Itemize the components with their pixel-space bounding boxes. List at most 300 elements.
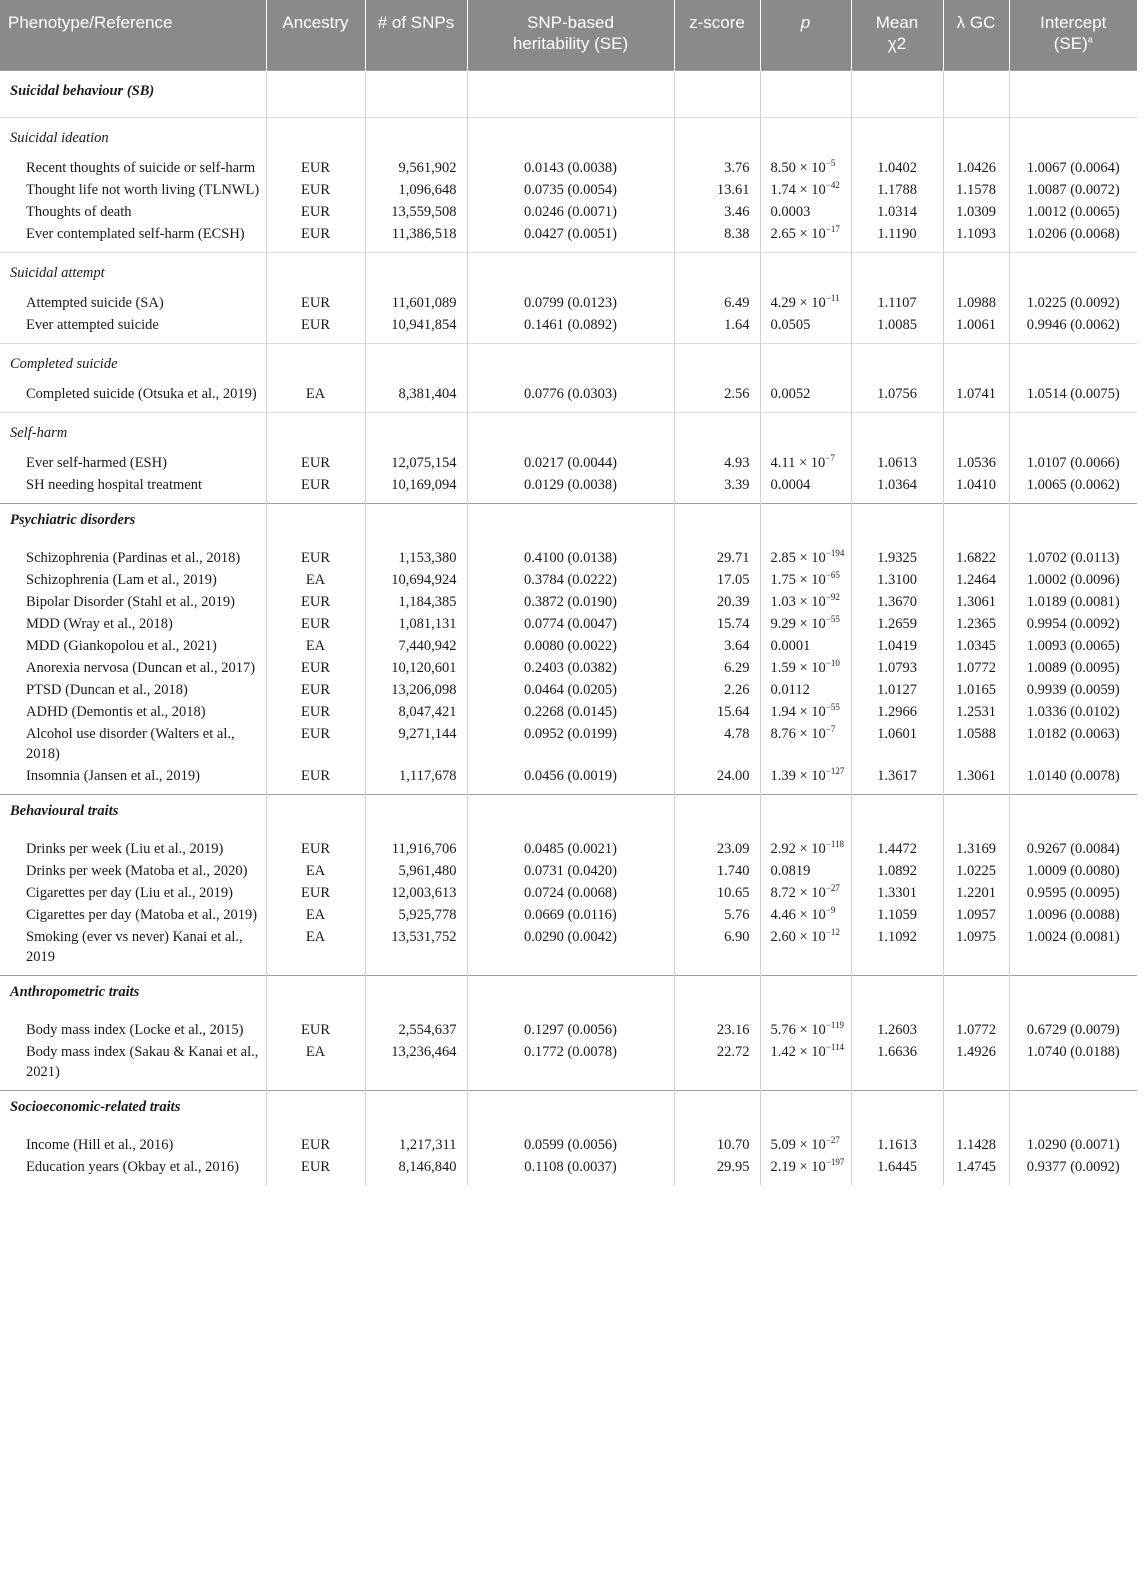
lambda-gc-cell: 1.1428 [943,1133,1009,1155]
p-exponent: −9 [825,904,836,915]
mean-chi2-cell: 1.0085 [851,313,943,344]
heritability-cell: 0.0952 (0.0199) [467,722,674,764]
p-cell [760,612,851,634]
zscore-cell: 3.76 [674,156,760,178]
snps-cell: 5,925,778 [365,903,467,925]
empty-cell [467,70,674,117]
zscore-cell: 10.65 [674,881,760,903]
table-row [0,678,1137,700]
heritability-cell: 0.3872 (0.0190) [467,590,674,612]
snps-cell: 1,217,311 [365,1133,467,1155]
empty-cell [365,1090,467,1133]
mean-chi2-cell: 1.3301 [851,881,943,903]
snps-cell: 5,961,480 [365,859,467,881]
section-row [0,1090,1137,1133]
phenotype-cell: Schizophrenia (Pardinas et al., 2018) [0,546,266,568]
snps-cell: 9,271,144 [365,722,467,764]
p-value: 2.92 × 10 [770,840,826,857]
p-exponent: −194 [825,547,845,558]
intercept-cell: 1.0002 (0.0096) [1026,571,1120,588]
intercept-cell: 1.0336 (0.0102) [1026,703,1120,720]
table-row [0,200,1137,222]
snps-cell: 11,601,089 [365,291,467,313]
phenotype-cell: Thought life not worth living (TLNWL) [0,178,266,200]
heritability-cell: 0.0599 (0.0056) [467,1133,674,1155]
ancestry-cell: EUR [266,1018,365,1040]
intercept-cell: 1.0067 (0.0064) [1026,159,1120,176]
phenotype-cell: SH needing hospital treatment [0,473,266,504]
heritability-cell: 0.0129 (0.0038) [467,473,674,504]
ancestry-cell: EUR [266,156,365,178]
snps-cell: 10,941,854 [365,313,467,344]
lambda-gc-cell: 1.2531 [943,700,1009,722]
section-title: Socioeconomic-related traits [0,1090,266,1133]
empty-cell [1009,252,1137,291]
snps-cell: 1,184,385 [365,590,467,612]
intercept-cell: 0.9946 (0.0062) [1026,316,1120,333]
empty-cell [365,412,467,451]
p-cell [760,634,851,656]
mean-chi2-cell: 1.9325 [851,546,943,568]
mean-chi2-cell: 1.1107 [851,291,943,313]
snps-cell: 12,003,613 [365,881,467,903]
empty-cell [1009,503,1137,546]
mean-chi2-cell: 1.0419 [851,634,943,656]
header-mean-chi2-line2: χ2 [887,34,907,53]
ancestry-cell: EA [266,634,365,656]
empty-cell [467,503,674,546]
section-title: Suicidal attempt [0,252,266,291]
p-value: 5.76 × 10 [770,1021,826,1038]
empty-cell [760,503,851,546]
empty-cell [674,343,760,382]
p-value: 1.39 × 10 [770,767,826,784]
zscore-cell: 3.39 [674,473,760,504]
p-cell [760,678,851,700]
zscore-cell: 6.29 [674,656,760,678]
snps-cell: 1,153,380 [365,546,467,568]
empty-cell [467,975,674,1018]
table-row [0,1018,1137,1040]
empty-cell [674,503,760,546]
mean-chi2-cell: 1.2659 [851,612,943,634]
zscore-cell: 1.740 [674,859,760,881]
section-row [0,412,1137,451]
mean-chi2-cell: 1.0402 [851,156,943,178]
snps-cell: 1,096,648 [365,178,467,200]
mean-chi2-cell: 1.4472 [851,837,943,859]
empty-cell [943,412,1009,451]
p-cell [760,837,851,859]
table-row [0,764,1137,795]
zscore-cell: 2.56 [674,382,760,413]
empty-cell [943,70,1009,117]
p-exponent: −65 [825,569,840,580]
ancestry-cell: EUR [266,764,365,795]
p-value: 8.50 × 10 [770,159,826,176]
heritability-cell: 0.0799 (0.0123) [467,291,674,313]
empty-cell [467,343,674,382]
p-exponent: −7 [825,723,836,734]
ancestry-cell: EUR [266,612,365,634]
phenotype-cell: Cigarettes per day (Liu et al., 2019) [0,881,266,903]
mean-chi2-cell: 1.0793 [851,656,943,678]
p-value: 8.72 × 10 [770,884,826,901]
ancestry-cell: EUR [266,656,365,678]
p-value: 4.29 × 10 [770,294,826,311]
empty-cell [760,70,851,117]
header-zscore: z-score [674,0,760,70]
ancestry-cell: EUR [266,678,365,700]
table-row [0,473,1137,504]
p-value: 1.42 × 10 [770,1043,826,1060]
p-value: 4.46 × 10 [770,906,826,923]
heritability-cell: 0.0735 (0.0054) [467,178,674,200]
p-cell [760,764,851,795]
empty-cell [760,117,851,156]
section-title: Behavioural traits [0,794,266,837]
heritability-cell: 0.0464 (0.0205) [467,678,674,700]
header-intercept [1009,0,1137,70]
section-row [0,975,1137,1018]
header-ancestry: Ancestry [266,0,365,70]
empty-cell [674,117,760,156]
heritability-cell: 0.3784 (0.0222) [467,568,674,590]
p-cell [760,291,851,313]
empty-cell [674,794,760,837]
p-exponent: −92 [825,591,840,602]
lambda-gc-cell: 1.0426 [943,156,1009,178]
heritability-cell: 0.0485 (0.0021) [467,837,674,859]
zscore-cell: 20.39 [674,590,760,612]
p-exponent: −7 [825,452,835,463]
phenotype-cell: Cigarettes per day (Matoba et al., 2019) [0,903,266,925]
ancestry-cell: EUR [266,1155,365,1185]
zscore-cell: 6.49 [674,291,760,313]
mean-chi2-cell: 1.1788 [851,178,943,200]
ancestry-cell: EUR [266,700,365,722]
empty-cell [365,252,467,291]
phenotype-cell: Bipolar Disorder (Stahl et al., 2019) [0,590,266,612]
p-cell [760,700,851,722]
heritability-cell: 0.0669 (0.0116) [467,903,674,925]
zscore-cell: 22.72 [674,1040,760,1091]
header-p [760,0,851,70]
p-exponent: −10 [825,657,840,668]
empty-cell [467,252,674,291]
zscore-cell: 24.00 [674,764,760,795]
phenotype-cell: Drinks per week (Matoba et al., 2020) [0,859,266,881]
empty-cell [1009,343,1137,382]
snps-cell: 10,169,094 [365,473,467,504]
snps-cell: 9,561,902 [365,156,467,178]
heritability-cell: 0.0774 (0.0047) [467,612,674,634]
ancestry-cell: EA [266,568,365,590]
empty-cell [943,794,1009,837]
table-body [0,70,1137,1185]
table-row [0,903,1137,925]
mean-chi2-cell: 1.0314 [851,200,943,222]
phenotype-cell: Body mass index (Sakau & Kanai et al., 2021) [0,1040,266,1091]
phenotype-cell: Education years (Okbay et al., 2016) [0,1155,266,1185]
table-row [0,925,1137,976]
heritability-cell: 0.1772 (0.0078) [467,1040,674,1091]
phenotype-cell: Drinks per week (Liu et al., 2019) [0,837,266,859]
zscore-cell: 10.70 [674,1133,760,1155]
snps-cell: 12,075,154 [365,451,467,473]
mean-chi2-cell: 1.0613 [851,451,943,473]
empty-cell [760,412,851,451]
p-cell [760,925,851,976]
snps-cell: 13,236,464 [365,1040,467,1091]
table-row [0,837,1137,859]
header-heritability [467,0,674,70]
ancestry-cell: EA [266,382,365,413]
table-row [0,1155,1137,1185]
section-title: Suicidal ideation [0,117,266,156]
heritability-cell: 0.0776 (0.0303) [467,382,674,413]
header-p-label: p [800,13,811,32]
empty-cell [851,412,943,451]
intercept-cell: 1.0514 (0.0075) [1026,385,1120,402]
phenotype-cell: ADHD (Demontis et al., 2018) [0,700,266,722]
empty-cell [1009,70,1137,117]
empty-cell [851,975,943,1018]
snps-cell: 8,146,840 [365,1155,467,1185]
ancestry-cell: EUR [266,1133,365,1155]
empty-cell [266,343,365,382]
empty-cell [760,975,851,1018]
zscore-cell: 2.26 [674,678,760,700]
heritability-cell: 0.2403 (0.0382) [467,656,674,678]
header-intercept-line1: Intercept [1040,13,1107,32]
p-cell [760,473,851,504]
table-row [0,568,1137,590]
intercept-cell: 1.0065 (0.0062) [1026,476,1120,493]
heritability-cell: 0.1461 (0.0892) [467,313,674,344]
intercept-cell: 1.0024 (0.0081) [1026,928,1120,945]
p-value: 2.19 × 10 [770,1158,826,1175]
empty-cell [851,794,943,837]
mean-chi2-cell: 1.2603 [851,1018,943,1040]
phenotype-cell: Insomnia (Jansen et al., 2019) [0,764,266,795]
lambda-gc-cell: 1.0309 [943,200,1009,222]
snps-cell: 7,440,942 [365,634,467,656]
empty-cell [851,503,943,546]
table-row [0,1040,1137,1091]
p-cell [760,222,851,253]
snps-cell: 1,081,131 [365,612,467,634]
lambda-gc-cell: 1.3061 [943,590,1009,612]
lambda-gc-cell: 1.0225 [943,859,1009,881]
empty-cell [1009,412,1137,451]
p-value: 1.74 × 10 [770,181,826,198]
mean-chi2-cell: 1.0756 [851,382,943,413]
p-value: 2.65 × 10 [770,225,826,242]
mean-chi2-cell: 1.3617 [851,764,943,795]
p-value: 0.0052 [770,385,811,402]
p-value: 2.60 × 10 [770,928,826,945]
mean-chi2-cell: 1.2966 [851,700,943,722]
lambda-gc-cell: 1.0588 [943,722,1009,764]
header-heritability-line1: SNP-based [527,13,614,32]
p-exponent: −127 [825,765,845,776]
table-row [0,291,1137,313]
p-exponent: −27 [825,1134,840,1145]
heritability-cell: 0.0427 (0.0051) [467,222,674,253]
lambda-gc-cell: 1.3061 [943,764,1009,795]
zscore-cell: 3.64 [674,634,760,656]
phenotype-cell: Attempted suicide (SA) [0,291,266,313]
heritability-cell: 0.0456 (0.0019) [467,764,674,795]
ancestry-cell: EUR [266,200,365,222]
zscore-cell: 15.64 [674,700,760,722]
table-row [0,656,1137,678]
empty-cell [266,503,365,546]
table-row [0,700,1137,722]
header-intercept-footnote: a [1087,34,1093,45]
p-value: 1.59 × 10 [770,659,826,676]
ancestry-cell: EUR [266,222,365,253]
table-row [0,382,1137,413]
ancestry-cell: EUR [266,178,365,200]
lambda-gc-cell: 1.0988 [943,291,1009,313]
ancestry-cell: EUR [266,837,365,859]
header-mean-chi2-line1: Mean [875,13,919,32]
phenotype-cell: Body mass index (Locke et al., 2015) [0,1018,266,1040]
header-lambda-gc: λ GC [943,0,1009,70]
section-row [0,503,1137,546]
empty-cell [266,70,365,117]
heritability-cell: 0.0731 (0.0420) [467,859,674,881]
p-cell [760,1018,851,1040]
lambda-gc-cell: 1.0061 [943,313,1009,344]
lambda-gc-cell: 1.0975 [943,925,1009,976]
p-cell [760,156,851,178]
empty-cell [851,70,943,117]
lambda-gc-cell: 1.0410 [943,473,1009,504]
zscore-cell: 3.46 [674,200,760,222]
p-cell [760,590,851,612]
empty-cell [943,252,1009,291]
empty-cell [365,70,467,117]
lambda-gc-cell: 1.2365 [943,612,1009,634]
empty-cell [760,1090,851,1133]
p-cell [760,859,851,881]
snps-cell: 11,916,706 [365,837,467,859]
zscore-cell: 29.95 [674,1155,760,1185]
empty-cell [365,343,467,382]
p-cell [760,881,851,903]
intercept-cell: 1.0107 (0.0066) [1026,454,1120,471]
ancestry-cell: EUR [266,291,365,313]
phenotype-cell: PTSD (Duncan et al., 2018) [0,678,266,700]
phenotype-cell: MDD (Giankopolou et al., 2021) [0,634,266,656]
empty-cell [1009,794,1137,837]
empty-cell [266,117,365,156]
heritability-cell: 0.0246 (0.0071) [467,200,674,222]
empty-cell [1009,1090,1137,1133]
table-row [0,546,1137,568]
p-value: 1.94 × 10 [770,703,826,720]
mean-chi2-cell: 1.6636 [851,1040,943,1091]
header-row [0,0,1137,70]
lambda-gc-cell: 1.1093 [943,222,1009,253]
zscore-cell: 15.74 [674,612,760,634]
lambda-gc-cell: 1.3169 [943,837,1009,859]
intercept-cell: 1.0096 (0.0088) [1026,906,1120,923]
phenotype-cell: Alcohol use disorder (Walters et al., 2018) [0,722,266,764]
p-cell [760,1155,851,1185]
heritability-cell: 0.2268 (0.0145) [467,700,674,722]
mean-chi2-cell: 1.3100 [851,568,943,590]
header-intercept-line2: (SE) [1053,34,1088,53]
p-cell [760,178,851,200]
empty-cell [467,1090,674,1133]
heritability-cell: 0.0080 (0.0022) [467,634,674,656]
table-row [0,859,1137,881]
p-value: 0.0004 [770,476,811,493]
p-exponent: −55 [825,701,840,712]
mean-chi2-cell: 1.1190 [851,222,943,253]
p-cell [760,546,851,568]
intercept-cell: 1.0702 (0.0113) [1027,549,1120,566]
section-row [0,70,1137,117]
p-cell [760,1040,851,1091]
ancestry-cell: EUR [266,313,365,344]
phenotype-cell: Income (Hill et al., 2016) [0,1133,266,1155]
intercept-cell: 0.9267 (0.0084) [1026,840,1120,857]
empty-cell [760,252,851,291]
zscore-cell: 23.16 [674,1018,760,1040]
phenotype-cell: Ever contemplated self-harm (ECSH) [0,222,266,253]
p-exponent: −12 [825,926,840,937]
zscore-cell: 29.71 [674,546,760,568]
header-phenotype: Phenotype/Reference [0,0,266,70]
p-value: 1.75 × 10 [770,571,826,588]
empty-cell [365,117,467,156]
ancestry-cell: EUR [266,473,365,504]
empty-cell [943,343,1009,382]
p-value: 5.09 × 10 [770,1136,826,1153]
mean-chi2-cell: 1.0892 [851,859,943,881]
empty-cell [674,975,760,1018]
phenotype-cell: Ever self-harmed (ESH) [0,451,266,473]
zscore-cell: 4.78 [674,722,760,764]
intercept-cell: 1.0093 (0.0065) [1026,637,1120,654]
table-row [0,313,1137,344]
lambda-gc-cell: 1.4745 [943,1155,1009,1185]
heritability-cell: 0.0217 (0.0044) [467,451,674,473]
empty-cell [851,252,943,291]
header-mean-chi2 [851,0,943,70]
intercept-cell: 0.9939 (0.0059) [1026,681,1120,698]
zscore-cell: 6.90 [674,925,760,976]
heritability-cell: 0.4100 (0.0138) [467,546,674,568]
table-row [0,222,1137,253]
table-row [0,634,1137,656]
snps-cell: 13,531,752 [365,925,467,976]
empty-cell [943,117,1009,156]
empty-cell [365,794,467,837]
empty-cell [851,1090,943,1133]
lambda-gc-cell: 1.4926 [943,1040,1009,1091]
lambda-gc-cell: 1.2201 [943,881,1009,903]
section-title: Suicidal behaviour (SB) [0,70,266,117]
zscore-cell: 13.61 [674,178,760,200]
ancestry-cell: EUR [266,546,365,568]
empty-cell [760,794,851,837]
